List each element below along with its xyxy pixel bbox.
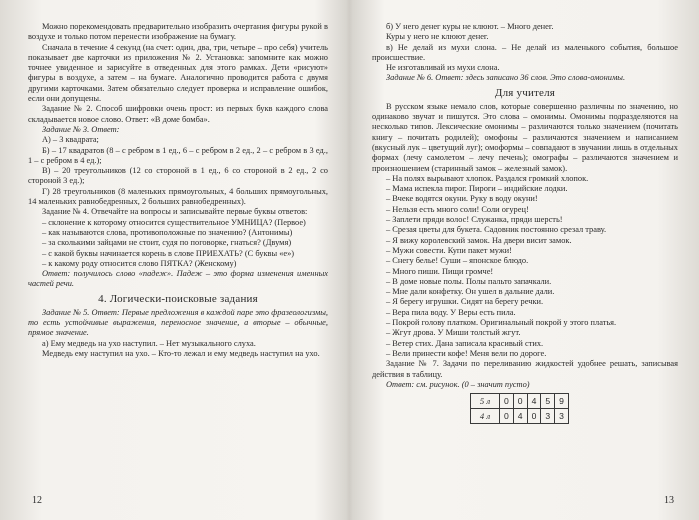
table-cell: 0 <box>500 394 514 409</box>
section-heading-teacher: Для учителя <box>494 86 556 99</box>
paragraph: – Вера пила воду. У Веры есть пила. <box>386 307 516 317</box>
table-cell: 5 <box>541 394 555 409</box>
paragraph: Можно порекомендовать предварительно изобразить очертания фигуры рукой в воздухе и только потом перенести изображение на бумагу. <box>28 22 328 42</box>
paragraph: – Я берегу игрушки. Сидят на берегу речки. <box>386 297 544 307</box>
right-page-text <box>372 22 678 84</box>
table-cell: 3 <box>541 409 555 424</box>
left-page-text <box>28 22 328 290</box>
paragraph: – Вчеке водятся окуни. Руку в воду окуни! <box>386 194 538 204</box>
paragraph: Ответ: см. рисунок. (0 – значит пусто) <box>386 379 530 389</box>
paragraph: в) Не делай из мухи слона. – Не делай из маленького события, большое происшествие. <box>372 42 678 62</box>
paragraph: б) У него денег куры не клюют. – Много денег. <box>386 22 554 31</box>
paragraph: – Вели принести кофе! Меня вели по дороге. <box>386 348 547 358</box>
table-cell: 3 <box>555 409 569 424</box>
right-page-text-2 <box>372 102 678 390</box>
table-cell: 4 <box>527 394 541 409</box>
paragraph: – с какой буквы начинается корень в слове ПРИЕХАТЬ? (С буквы «е») <box>42 248 295 258</box>
section-heading-logic: 4. Логически-поисковые задания <box>98 292 258 305</box>
paragraph: – Много пиши. Пищи громче! <box>386 266 494 276</box>
paragraph: – склонение к которому относится существительное УМНИЦА? (Первое) <box>42 217 306 227</box>
table-cell: 0 <box>527 409 541 424</box>
paragraph: Задание № 2. Способ шифровки очень прост: из первых букв каждого слова складывается новое слово. Ответ: «В доме бомба». <box>28 104 328 124</box>
right-page <box>372 22 678 506</box>
paragraph: – к какому роду относится слово ПЯТКА? (Женскому) <box>42 258 237 268</box>
paragraph: – Заплети пряди волос! Служанка, пряди шерсть! <box>386 215 563 225</box>
paragraph: А) – 3 квадрата; <box>42 135 99 145</box>
paragraph: Медведь ему наступил на ухо. – Кто-то лежал и ему медведь наступил на ухо. <box>42 348 320 358</box>
paragraph: – На полях вырывают хлопок. Раздался громкий хлопок. <box>386 173 589 183</box>
paragraph: – В доме новые полы. Полы пальто запачкали. <box>386 276 552 286</box>
paragraph: Б) – 17 квадратов (8 – с ребром в 1 ед., 6 – с ребром в 2 ед., 2 – с ребром в 3 ед., 1 – с ребром в 4 ед.); <box>28 145 328 165</box>
paragraph: Не изготавливай из мухи слона. <box>386 63 500 73</box>
paragraph: – Срезая цветы для букета. Садовник постоянно срезал траву. <box>386 225 607 235</box>
paragraph: – Нельзя есть много соли! Соли огурец! <box>386 204 529 214</box>
paragraph: Куры у него не клюют денег. <box>386 32 489 42</box>
paragraph: В) – 20 треугольников (12 со стороной в 1 ед., 6 со стороной в 2 ед., 2 со стороной 3 ед.); <box>28 166 328 186</box>
paragraph: а) Ему медведь на ухо наступил. – Нет музыкального слуха. <box>42 338 256 348</box>
page-number-left: 12 <box>32 494 42 506</box>
table-cell: 0 <box>513 394 527 409</box>
paragraph: – Мужи совести. Купи пакет мужи! <box>386 245 512 255</box>
table-row <box>471 409 569 424</box>
paragraph: Г) 28 треугольников (8 маленьких прямоугольных, 4 больших прямоугольных, 14 маленьких равнобедренных, 2 больших равнобедренных). <box>28 186 328 207</box>
left-page-text-2 <box>28 308 328 359</box>
paragraph: – Жгут дрова. У Миши толстый жгут. <box>386 328 521 338</box>
table-row <box>471 394 569 409</box>
paragraph: Ответ: получилось слово «падеж». Падеж – это форма изменения именных частей речи. <box>28 269 328 289</box>
left-page <box>28 22 328 506</box>
paragraph: – Я вижу королевский замок. На двери висит замок. <box>386 235 572 245</box>
paragraph: – Ветер стих. Дана записала красивый стих. <box>386 338 544 348</box>
paragraph: Задание № 5. Ответ: Первые предложения в каждой паре это фразеологизмы, то есть устойчивые выражения, переносное значение, а вторые – обычные, прямое значение. <box>28 307 328 338</box>
pouring-table <box>470 393 569 424</box>
paragraph: – за сколькими зайцами не стоит, судя по поговорке, гнаться? (Двумя) <box>42 238 292 248</box>
paragraph: Задание № 3. Ответ: <box>42 124 120 134</box>
paragraph: – Снегу белье! Суши – японское блюдо. <box>386 256 529 266</box>
paragraph: – Мама испекла пирог. Пироги – индийские лодки. <box>386 184 568 194</box>
paragraph: – как называются слова, противоположные по значению? (Антонимы) <box>42 227 293 237</box>
paragraph: Сначала в течение 4 секунд (на счет: один, два, три, четыре – про себя) учитель показывает две карточки из приложения № 2. Установка: запомните как можно точнее увиденное и зарисуйте в отведенных для этого рамках. Дети «рисуют» фигуры в воздухе, а затем – на бумаге. Аналогично проводится работа с двумя другими карточками. Затем обязательно следует проверка и исправление ошибок, если они допущены. <box>28 42 328 104</box>
paragraph: Задание № 7. Задачи по переливанию жидкостей удобнее решать, записывая действия в таблицу. <box>372 359 678 379</box>
paragraph: Задание № 4. Отвечайте на вопросы и записывайте первые буквы ответов: <box>42 207 308 217</box>
table-cell: 9 <box>555 394 569 409</box>
table-cell: 0 <box>500 409 514 424</box>
paragraph: – Мне дали конфетку. Он ушел в дальние дали. <box>386 287 555 297</box>
paragraph: В русском языке немало слов, которые совершенно различны по значению, но одинаково звучат и пишутся. Это слова – омонимы. Омонимы подразделяются на несколько типов. Лексические омонимы – различаются только значением (почитать книгу – почитать родилей); омофоны – различаются значением и написанием (вкусный лук – цветущий луг); омоформы – совпадают в звучании лишь в отдельных формах (лечу самолетом – лечу печень); омографы – различаются значением и произношением (старинный замок – железный замок). <box>372 101 678 173</box>
paragraph: Задание № 6. Ответ: здесь записано 36 слов. Это слова-омонимы. <box>386 73 626 83</box>
table-row-label: 4 л <box>471 409 500 424</box>
page-number-right: 13 <box>664 494 674 506</box>
table-row-label: 5 л <box>471 394 500 409</box>
paragraph: – Покрой голову платком. Оригинальный покрой у этого платья. <box>386 318 617 328</box>
table-cell: 4 <box>513 409 527 424</box>
